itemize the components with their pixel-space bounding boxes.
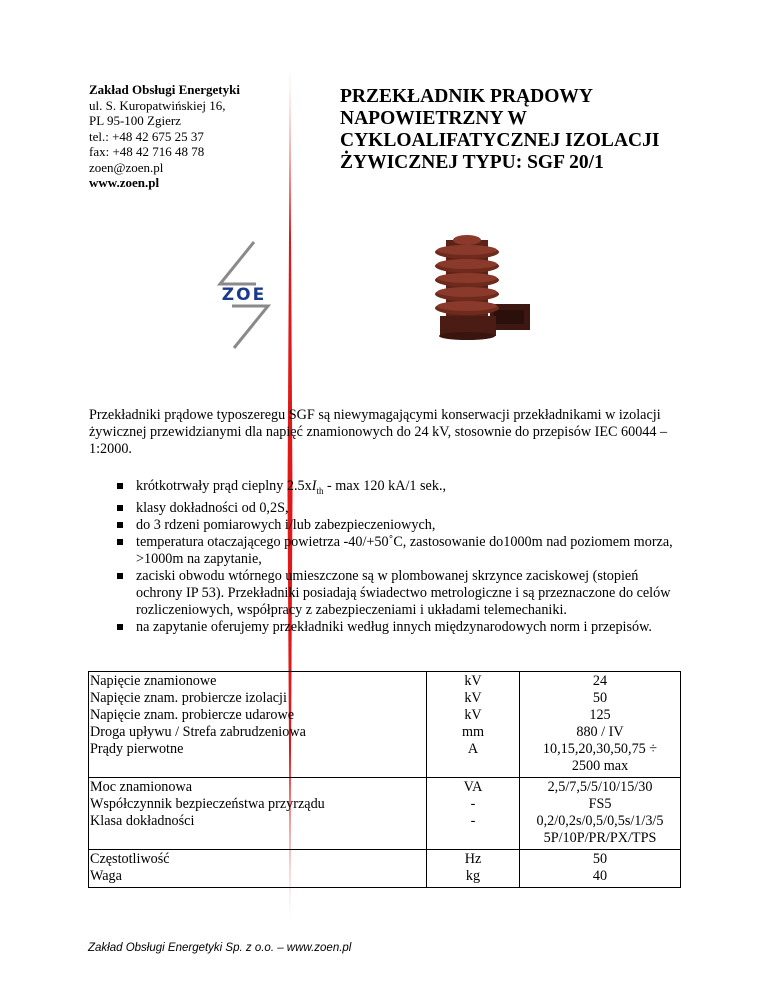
current-transformer-icon: [426, 232, 534, 342]
company-street: ul. S. Kuropatwińskiej 16,: [89, 97, 226, 113]
company-tel: tel.: +48 42 675 25 37: [89, 128, 204, 144]
table-row: [89, 672, 681, 778]
table-cell-unit: Hz kg: [427, 850, 520, 888]
title-line: PRZEKŁADNIK PRĄDOWY: [340, 86, 593, 107]
title-line: NAPOWIETRZNY W: [340, 108, 527, 129]
table-cell-value: 24 50 125 880 / IV 10,15,20,30,50,75 ÷ 2500 max: [520, 672, 681, 778]
zoe-logo-icon: [212, 240, 276, 350]
table-cell-label: Częstotliwość Waga: [89, 850, 427, 888]
company-www: www.zoen.pl: [89, 175, 160, 190]
title-line: CYKLOALIFATYCZNEJ IZOLACJI: [340, 130, 660, 151]
table-cell-label: Napięcie znamionowe Napięcie znam. probiercze izolacji Napięcie znam. probiercze udarowe Droga upływu / Strefa zabrudzeniowa Prądy pierwotne: [89, 672, 427, 778]
title-line: ŻYWICZNEJ TYPU: SGF 20/1: [340, 152, 604, 173]
table-cell-value: 2,5/7,5/5/10/15/30 FS5 0,2/0,2s/0,5/0,5s/1/3/5 5P/10P/PR/PX/TPS: [520, 778, 681, 850]
list-item: na zapytanie oferujemy przekładniki według innych międzynarodowych norm i przepisów.: [117, 619, 677, 636]
company-fax: fax: +48 42 716 48 78: [89, 144, 205, 159]
list-item: do 3 rdzeni pomiarowych i/lub zabezpieczeniowych,: [117, 517, 677, 534]
company-city: PL 95-100 Zgierz: [89, 113, 181, 128]
list-item: krótkotrwały prąd cieplny $2.5xI_{th}$ - max 120 kA/1 sek.,: [117, 478, 677, 500]
table-cell-unit: VA - -: [427, 778, 520, 850]
table-row: [89, 850, 681, 888]
logo-text: ZOE: [221, 285, 267, 305]
page-footer: Zakład Obsługi Energetyki Sp. z o.o. – www.zoen.pl: [88, 942, 352, 954]
features-list: [117, 478, 677, 636]
table-cell-value: 50 40: [520, 850, 681, 888]
list-item: temperatura otaczającego powietrza -40/+50˚C, zastosowanie do1000m nad poziomem morza, >1000m na zapytanie,: [117, 534, 677, 568]
document-title: [340, 86, 700, 174]
intro-paragraph: Przekładniki prądowe typoszeregu SGF są niewymagającymi konserwacji przekładnikami w izolacji żywicznej przewidzianymi dla napięć znamionowych do 24 kV, stosownie do przepisów IEC 60044 – 1:2000.: [89, 407, 668, 457]
company-name: Zakład Obsługi Energetyki: [89, 82, 240, 97]
table-row: [89, 778, 681, 850]
table-cell-unit: kV kV kV mm A: [427, 672, 520, 778]
list-item: zaciski obwodu wtórnego umieszczone są w plombowanej skrzynce zaciskowej (stopień ochrony IP 53). Przekładniki posiadają świadectwo metrologiczne i są przeznaczone do celów rozliczeniowych, współpracy z zabezpieczeniami i układami telemechaniki.: [117, 568, 677, 619]
specification-table: [88, 671, 681, 888]
company-email: zoen@zoen.pl: [89, 159, 164, 175]
table-cell-label: Moc znamionowa Współczynnik bezpieczeństwa przyrządu Klasa dokładności: [89, 778, 427, 850]
list-item: klasy dokładności od 0,2S,: [117, 500, 677, 517]
